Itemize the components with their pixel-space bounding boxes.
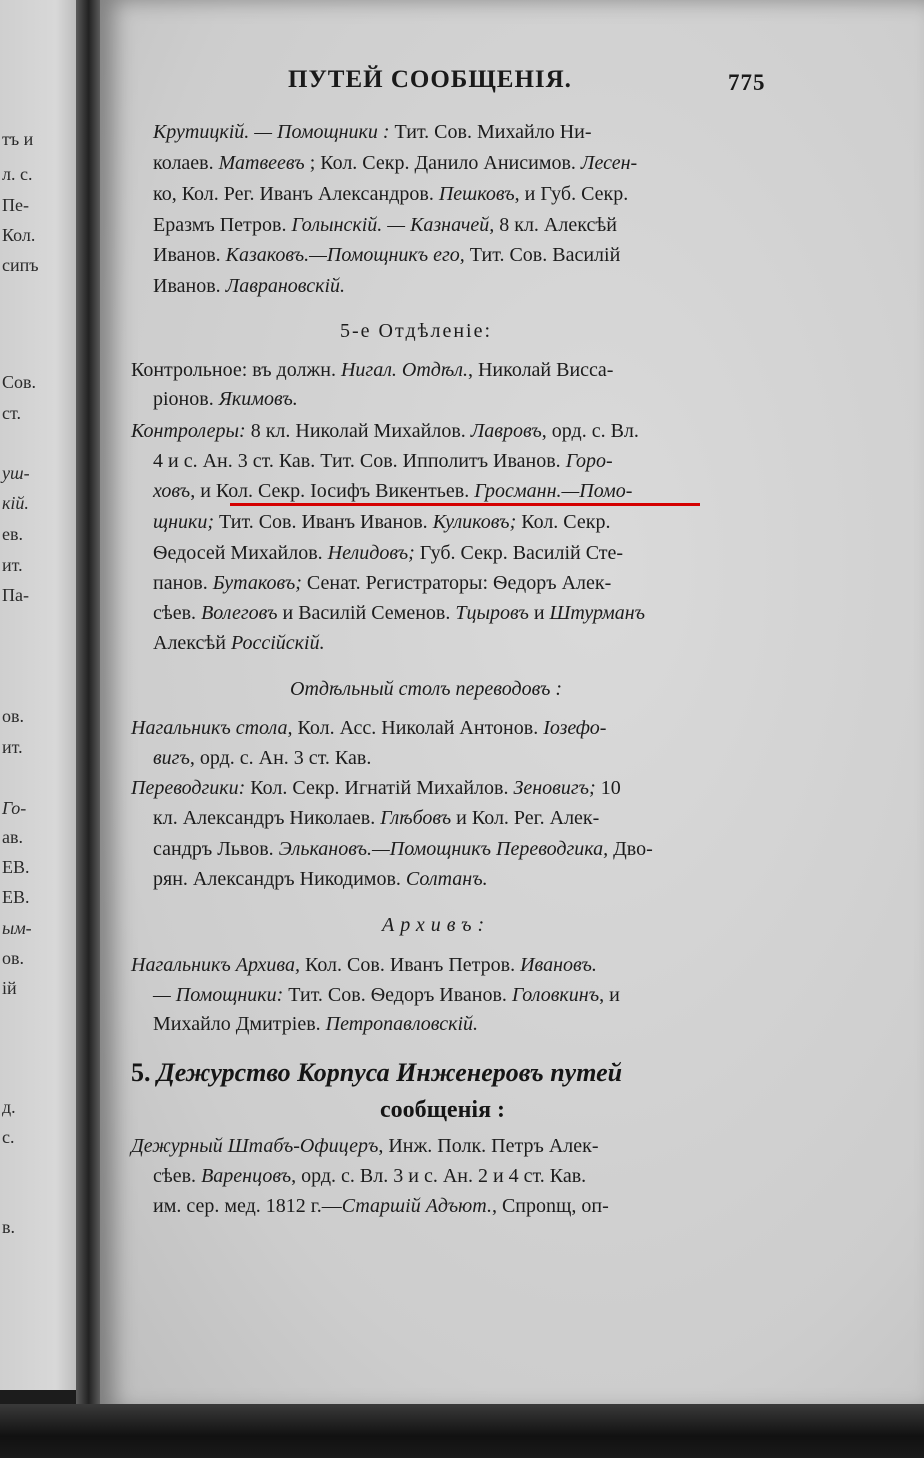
text-line: рян. Александръ Никодимов. Солтанъ. xyxy=(153,868,488,890)
text-line: ріонов. Якимовъ. xyxy=(153,388,298,410)
margin-fragment: ЕВ. xyxy=(2,857,30,877)
text-line: колаев. Матвеевъ ; Кол. Секр. Данило Анисимов. Лесен- xyxy=(153,152,638,174)
margin-fragment: ит. xyxy=(2,737,23,757)
text-line: сандръ Львов. Элькановъ.—Помощникъ Переводгика, Дво- xyxy=(153,838,653,860)
section-title: Отдѣльный столъ переводовъ : xyxy=(290,678,563,700)
margin-fragment: ов. xyxy=(2,706,24,726)
section-title: Архивъ: xyxy=(382,914,491,936)
section-heading-line2: сообщенія : xyxy=(380,1097,506,1123)
text-line: сѣев. Волеговъ и Василій Семенов. Тцыровъ и Штурманъ xyxy=(153,602,646,624)
text-line: Михайло Дмитріев. Петропавловскій. xyxy=(153,1013,479,1035)
margin-fragment: ым- xyxy=(2,918,32,938)
margin-fragment: ов. xyxy=(2,948,24,968)
margin-fragment: д. xyxy=(2,1097,16,1117)
margin-fragment: ев. xyxy=(2,524,23,544)
text-line: щники; Тит. Сов. Иванъ Иванов. Куликовъ; Кол. Секр. xyxy=(153,511,611,533)
margin-fragment: с. xyxy=(2,1127,15,1147)
text-line: Алексѣй Россійскій. xyxy=(153,632,325,654)
margin-fragment: Сов. xyxy=(2,372,37,392)
text-line: Еразмъ Петров. Голынскій. — Казначей, 8 кл. Алексѣй xyxy=(153,214,617,236)
text-line: 4 и с. Ан. 3 ст. Кав. Тит. Сов. Ипполитъ Иванов. Горо- xyxy=(153,450,613,472)
margin-fragment: л. с. xyxy=(2,164,33,184)
text-line: ховъ, и Кол. Секр. Іосифъ Викентьев. Гросманн.—Помо- xyxy=(153,480,633,502)
margin-fragment: сипъ xyxy=(2,255,39,275)
text-line: Нагальникъ стола, Кол. Асс. Николай Антонов. Іозефо- xyxy=(131,717,607,739)
red-underline xyxy=(230,503,700,506)
text-line: Контролеры: 8 кл. Николай Михайлов. Лавровъ, орд. с. Вл. xyxy=(131,420,639,442)
text-line: Иванов. Лаврановскій. xyxy=(153,275,346,297)
margin-fragment: в. xyxy=(2,1217,15,1237)
text-line: Контрольное: въ должн. Нигал. Отдѣл., Николай Виссa- xyxy=(131,359,614,381)
margin-fragment: Кол. xyxy=(2,225,36,245)
page-number: 775 xyxy=(728,70,766,95)
margin-fragment: тъ и xyxy=(2,129,34,149)
underlined-name: Кол. Секр. Іосифъ Викентьев. xyxy=(215,480,475,502)
margin-fragment: ЕВ. xyxy=(2,887,30,907)
text-line: Переводгики: Кол. Секр. Игнатій Михайлов. Зеновигъ; 10 xyxy=(131,777,621,799)
text-line: сѣев. Варенцовъ, орд. с. Вл. 3 и с. Ан. 2 и 4 ст. Кав. xyxy=(153,1165,587,1187)
margin-fragment: Го- xyxy=(2,798,27,818)
text-line: Ѳедосей Михайлов. Нелидовъ; Губ. Секр. Василій Сте- xyxy=(153,542,624,564)
left-page-edge xyxy=(0,0,80,1390)
margin-fragment: ав. xyxy=(2,827,23,847)
section-title: 5-е Отдѣленіе: xyxy=(340,320,493,342)
page-bottom-edge xyxy=(0,1404,924,1458)
text-line: Крутицкій. — Помощники : Тит. Сов. Михайло Ни- xyxy=(153,121,592,143)
text-line: панов. Бутаковъ; Сенат. Регистраторы: Ѳедоръ Алек- xyxy=(153,572,612,594)
text-line: — Помощники: Тит. Сов. Ѳедоръ Иванов. Головкинъ, и xyxy=(153,984,620,1006)
text-line: Дежурный Штабъ-Офицеръ, Инж. Полк. Петръ Алек- xyxy=(131,1135,599,1157)
margin-fragment: уш- xyxy=(2,463,30,483)
text-line: вигъ, орд. с. Ан. 3 ст. Кав. xyxy=(153,747,372,769)
margin-fragment: ит. xyxy=(2,555,23,575)
margin-fragment: кій. xyxy=(2,493,29,513)
text-line: ко, Кол. Рег. Иванъ Александров. Пешковъ, и Губ. Секр. xyxy=(153,183,629,205)
running-head: ПУТЕЙ СООБЩЕНІЯ. xyxy=(288,66,572,93)
text-line: им. сер. мед. 1812 г.—Старшій Адъют., Спроnщ, оп- xyxy=(153,1195,609,1217)
margin-fragment: ій xyxy=(2,978,17,998)
section-heading: 5. Дежурство Корпуса Инженеровъ путей xyxy=(131,1058,623,1087)
margin-fragment: ст. xyxy=(2,403,22,423)
text-line: Иванов. Казаковъ.—Помощникъ его, Тит. Сов. Василій xyxy=(153,244,621,266)
text-line: Нагальникъ Архива, Кол. Сов. Иванъ Петров. Ивановъ. xyxy=(131,954,597,976)
margin-fragment: Па- xyxy=(2,585,29,605)
text-line: кл. Александръ Николаев. Глѣбовъ и Кол. Рег. Алек- xyxy=(153,807,600,829)
margin-fragment: Пе- xyxy=(2,195,29,215)
